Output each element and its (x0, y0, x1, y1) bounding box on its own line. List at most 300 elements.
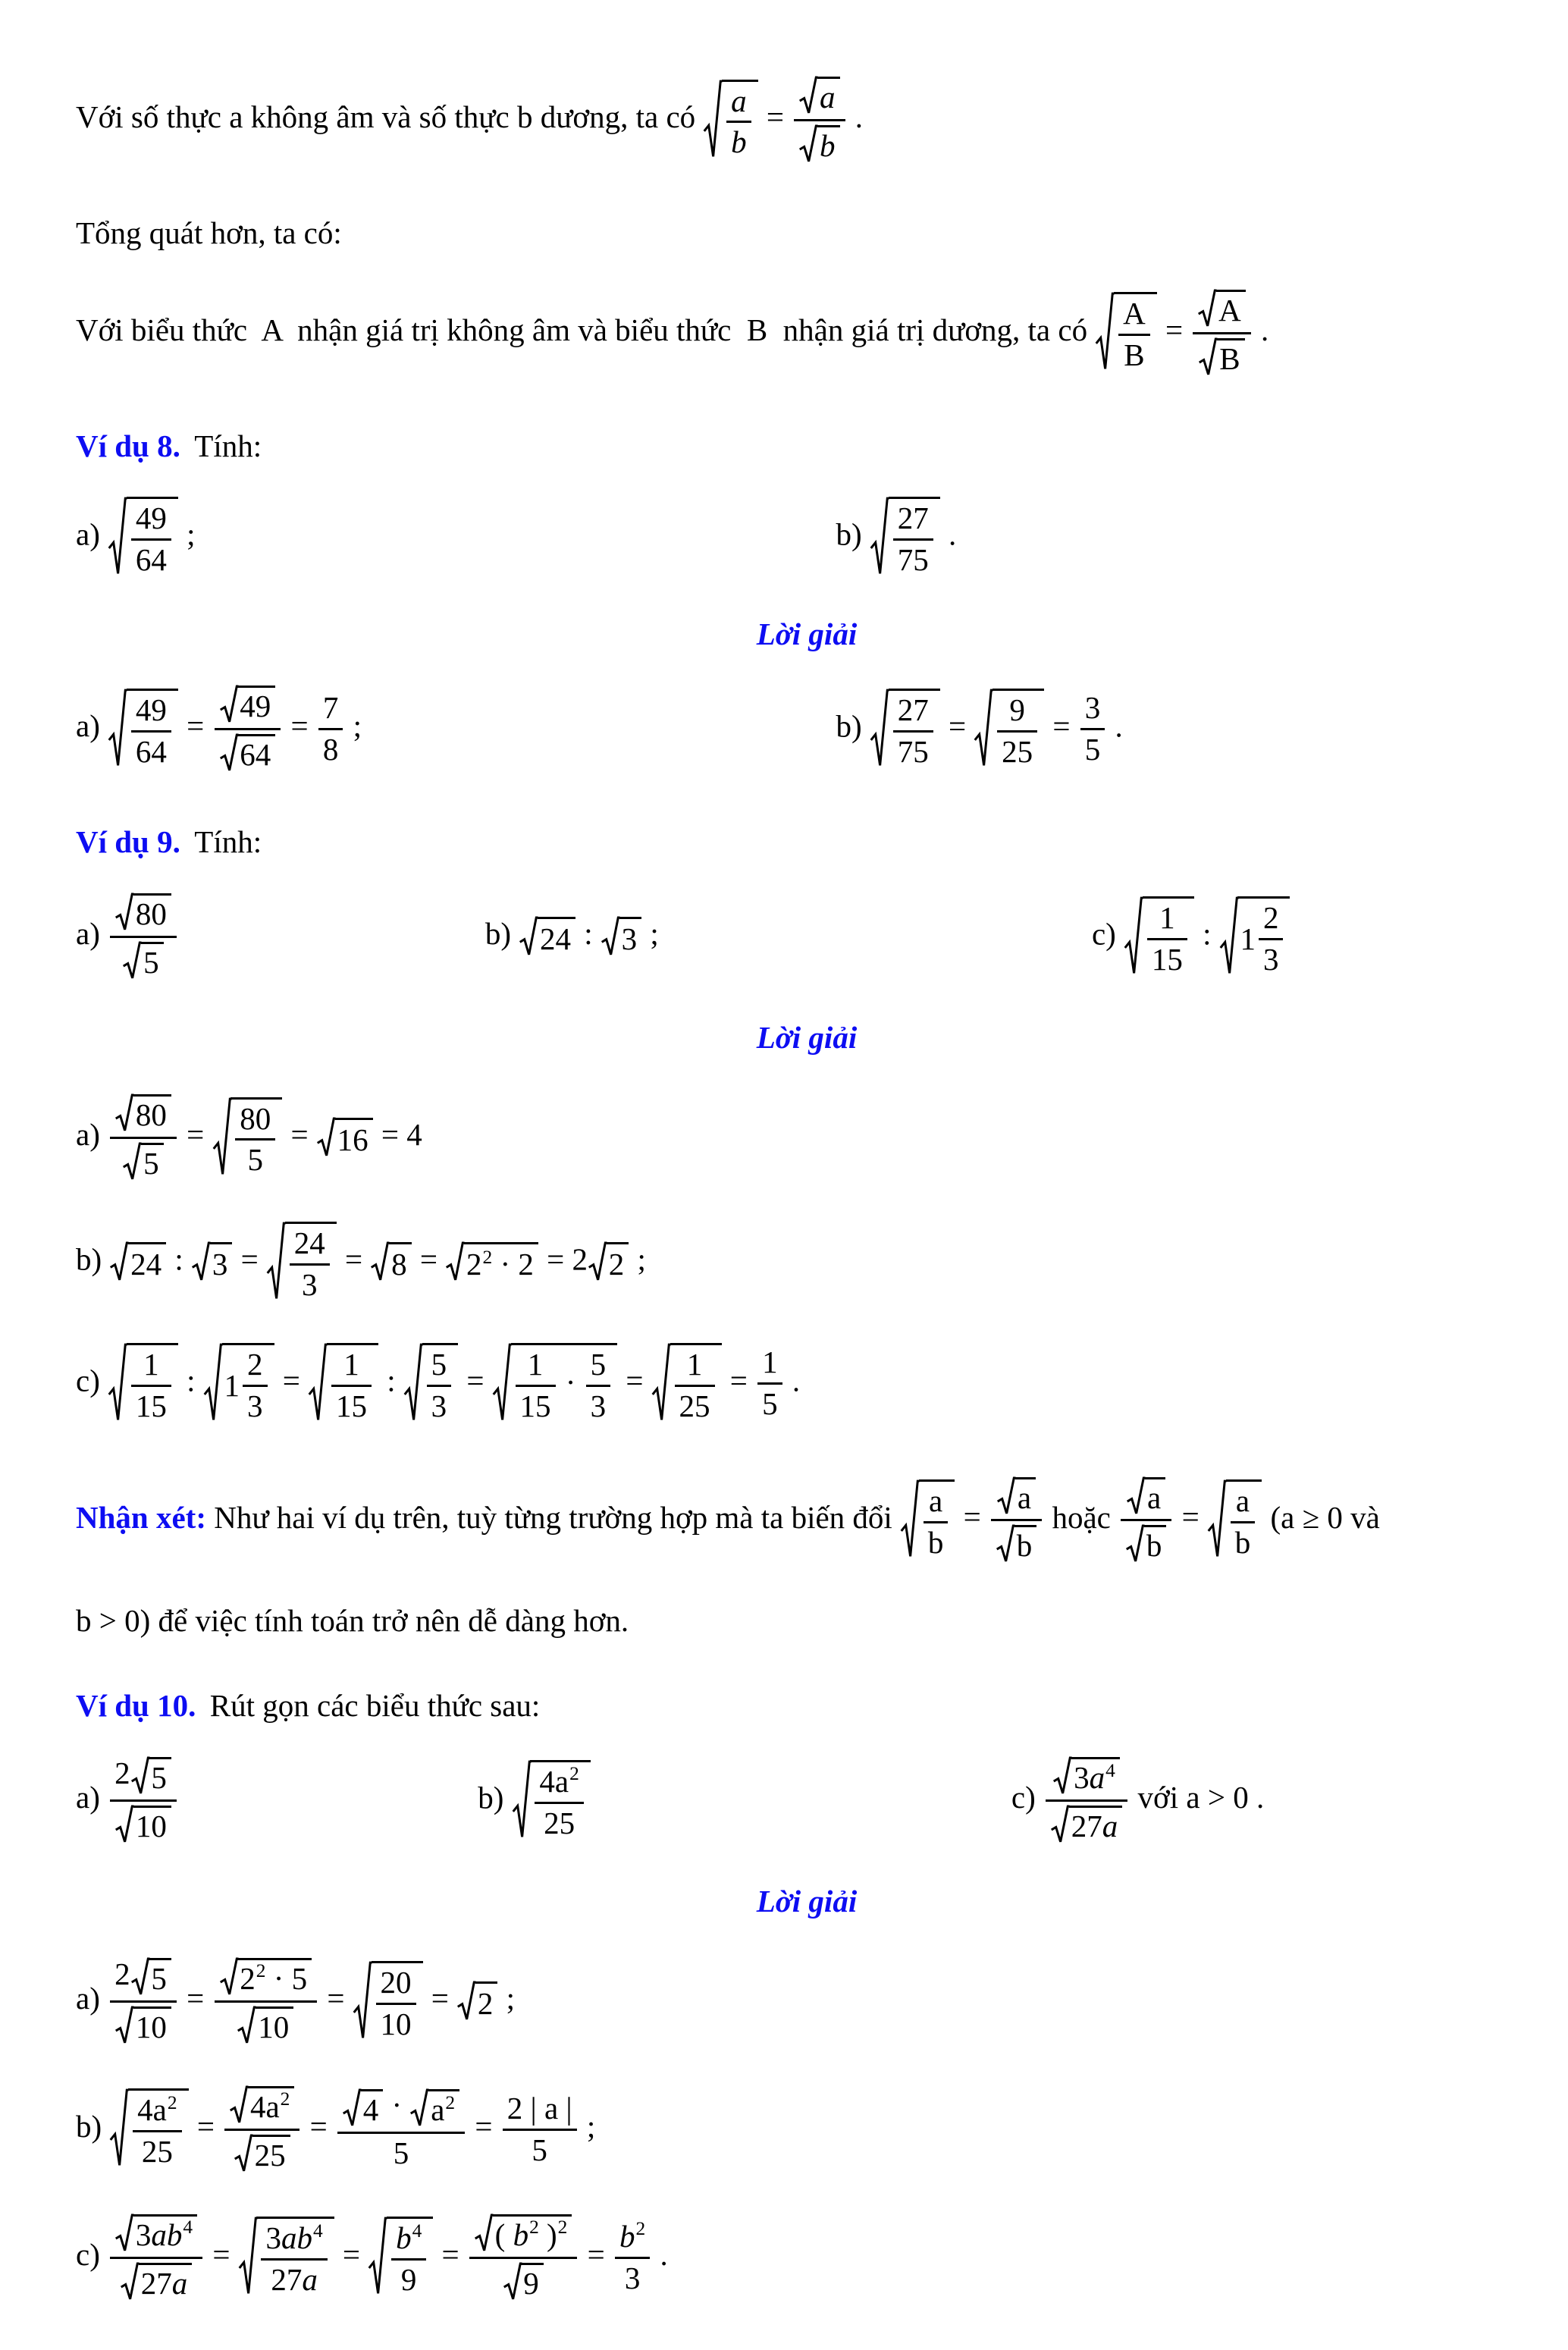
radicand (372, 1961, 423, 2043)
math-sqrt (115, 1806, 171, 1844)
radical-sign-icon (220, 734, 238, 773)
radicand (1114, 292, 1157, 374)
solution-heading-1: Lời giải (756, 617, 858, 652)
math-superscript: 2 (557, 2217, 568, 2238)
math-sqrt (353, 1961, 423, 2043)
math-fraction (1121, 1475, 1171, 1567)
math-sqrt (799, 125, 839, 164)
radical-sign-icon (1051, 1806, 1069, 1844)
fraction-denominator: 15 (331, 1385, 372, 1425)
radicand (817, 77, 840, 115)
radical-sign-icon (115, 893, 133, 932)
math-variable: a (1089, 1760, 1105, 1796)
math-sqrt (108, 689, 178, 770)
math-fraction (586, 1347, 611, 1425)
radicand (722, 80, 758, 162)
fraction-denominator: 3 (427, 1385, 452, 1425)
fraction-numerator: 1 (1159, 899, 1175, 935)
radicand: 10 (256, 2006, 293, 2045)
radicand: 27a (139, 2263, 193, 2301)
fraction-numerator: 3 (1084, 690, 1101, 726)
math-fraction (1118, 296, 1150, 374)
fraction-denominator (991, 1519, 1042, 1566)
math-sqrt (1051, 1806, 1122, 1844)
fraction-numerator: 80 (240, 1100, 271, 1136)
example10-problem-a: a) 2 5 10 (76, 1755, 478, 1846)
radicand: 80 (133, 893, 171, 932)
mixed-whole-part: 1 (1240, 921, 1256, 957)
fraction-denominator: 5 (235, 1138, 275, 1178)
math-sqrt (1124, 896, 1194, 978)
math-variable: b (513, 2217, 529, 2252)
math-sqrt (974, 689, 1044, 770)
radicand: $3a^4$ (1071, 1757, 1120, 1796)
radicand: 3 (210, 1242, 233, 1282)
example8-problems-row (76, 495, 1538, 580)
radicand: $a^2$ (428, 2089, 459, 2128)
example10-task: Rút gọn các biểu thức sau: (209, 1688, 541, 1724)
radical-sign-icon (457, 1981, 475, 2022)
solution-heading-2: Lời giải (756, 1020, 858, 1056)
math-sqrt (704, 80, 757, 162)
math-superscript: 2 (256, 1960, 266, 1982)
math-sqrt (108, 1343, 178, 1425)
fraction-numerator: $4a^2$ (137, 2091, 177, 2128)
math-superscript: 2 (482, 1246, 493, 1268)
radicand (919, 1479, 955, 1561)
math-fraction (1193, 287, 1250, 379)
radicand: 2 (607, 1242, 629, 1282)
radical-sign-icon (1126, 1525, 1144, 1564)
math-fraction (991, 1475, 1042, 1567)
example9-problem-c: c) $\frac{1}{15}$ : 1 $\frac{2}{3}$ (1092, 895, 1291, 980)
solution-heading-3: Lời giải (756, 1884, 858, 1919)
fraction-denominator (1193, 332, 1250, 379)
fraction-denominator: 3 (1259, 938, 1284, 978)
radical-sign-icon (108, 1343, 127, 1425)
fraction-numerator: 1 (686, 1346, 703, 1382)
radical-sign-icon (1220, 896, 1238, 978)
radicand (256, 2217, 334, 2298)
fraction-numerator: a (1235, 1483, 1250, 1518)
math-sqrt (220, 686, 276, 724)
remark-paragraph (76, 1475, 1538, 1567)
radical-sign-icon (996, 1525, 1014, 1564)
math-fraction (757, 1344, 782, 1423)
remark-text-4: b > 0) để việc tính toán trở nên dễ dàng hơn. (76, 1603, 629, 1639)
math-sqrt (230, 2086, 294, 2125)
math-sqrt (1127, 1477, 1165, 1516)
radicand: 64 (237, 734, 275, 773)
math-mixed-number (224, 1347, 270, 1425)
math-fraction (110, 1956, 177, 2047)
math-sqrt (115, 2214, 197, 2253)
math-fraction (318, 690, 343, 768)
math-fraction (110, 891, 177, 983)
example10-problems-row (76, 1755, 1538, 1846)
math-sqrt (220, 1958, 312, 1997)
fraction-denominator: 25 (997, 730, 1037, 770)
radicand: b (1144, 1525, 1167, 1564)
radicand: 16 (335, 1118, 373, 1158)
radicand: 24 (538, 917, 575, 957)
radical-sign-icon (493, 1343, 511, 1425)
math-fraction (427, 1347, 452, 1425)
radicand (1237, 896, 1290, 978)
fraction-numerator: 49 (135, 500, 167, 535)
math-superscript: 2 (445, 2091, 456, 2113)
math-sqrt (234, 2135, 290, 2173)
radical-sign-icon (997, 1477, 1015, 1516)
math-sqrt (371, 1242, 411, 1282)
math-sqrt (121, 2263, 192, 2301)
radical-sign-icon (121, 2263, 139, 2301)
fraction-denominator (110, 2000, 177, 2047)
radicand (889, 689, 940, 770)
radical-sign-icon (115, 2214, 133, 2253)
radicand: 24 (128, 1242, 166, 1282)
radical-sign-icon (192, 1242, 210, 1282)
fraction-numerator: 9 (1009, 692, 1025, 727)
math-fraction (893, 500, 933, 579)
math-mixed-number (1240, 900, 1285, 978)
radicand: b (1014, 1525, 1037, 1564)
math-fraction (133, 2092, 181, 2170)
radicand (817, 125, 840, 164)
math-sqrt (237, 2006, 293, 2045)
fraction-denominator: 3 (243, 1385, 268, 1425)
radicand: 49 (237, 686, 275, 724)
fraction-numerator: $4a^2$ (539, 1763, 579, 1799)
math-sqrt (115, 893, 171, 932)
fraction-denominator: 15 (131, 1385, 171, 1425)
radical-sign-icon (901, 1479, 919, 1561)
radicand: $2^2 \cdot 5$ (237, 1958, 312, 1997)
radicand (1143, 896, 1194, 978)
fraction-numerator (615, 2219, 650, 2257)
math-variable: a (151, 2217, 167, 2252)
radical-sign-icon (446, 1242, 464, 1282)
fraction-numerator (991, 1475, 1042, 1520)
intro-1-formula: $\frac{a}{b}$ = $\frac{a}{b}$ . (703, 99, 863, 134)
fraction-denominator: 27a (261, 2258, 327, 2298)
example9-heading (76, 824, 1538, 860)
radical-sign-icon (230, 2086, 248, 2125)
math-fraction (1259, 900, 1284, 978)
math-superscript: 2 (280, 2088, 290, 2110)
math-sqrt (131, 1958, 171, 1997)
fraction-numerator: $3ab^4$ (265, 2220, 323, 2256)
math-fraction (1231, 1483, 1256, 1561)
math-sqrt (110, 2088, 188, 2170)
math-sqrt (519, 917, 575, 957)
math-sqrt (309, 1343, 378, 1425)
math-fraction (131, 500, 171, 579)
math-sqrt (503, 2263, 544, 2301)
radical-sign-icon (799, 125, 817, 164)
fraction-numerator: 1 (762, 1344, 778, 1380)
math-sqrt (870, 689, 940, 770)
radicand (1226, 1479, 1262, 1561)
math-fraction (224, 2084, 299, 2176)
math-sqrt (601, 917, 641, 957)
math-fraction (893, 692, 933, 770)
math-variable: a (731, 83, 747, 118)
fraction-numerator (1046, 1755, 1127, 1799)
fraction-denominator (469, 2257, 577, 2304)
fraction-numerator: 1 (527, 1346, 544, 1382)
radicand: a (1145, 1477, 1165, 1516)
fraction-numerator: 5 (431, 1346, 447, 1382)
math-sqrt (343, 2089, 383, 2128)
math-fraction (675, 1347, 715, 1425)
example9-problem-a: a) $\frac{80}{5}$ (76, 891, 485, 983)
example9-solution-b: b) 24 : 3 = $\frac{24}{3}$ = 8 = $2^2 \cdot 2$ = 2 2 ; (76, 1220, 1538, 1305)
remark-text-2: hoặc (1044, 1499, 1119, 1535)
math-sqrt (457, 1981, 497, 2022)
math-sqrt (123, 942, 163, 980)
fraction-denominator (1121, 1519, 1171, 1566)
fraction-numerator: 2 5 (110, 1755, 177, 1799)
fraction-numerator: 27 (897, 500, 929, 535)
fraction-numerator (215, 1956, 318, 2000)
math-sqrt (1220, 896, 1290, 978)
math-fraction (1046, 1755, 1127, 1846)
fraction-denominator: 15 (1147, 938, 1187, 978)
radicand (222, 1343, 274, 1425)
radicand: $4a^2$ (248, 2086, 294, 2125)
fraction-denominator (215, 728, 281, 775)
radicand: 2 (475, 1981, 498, 2022)
fraction-denominator: 75 (893, 538, 933, 579)
fraction-denominator: b (1231, 1521, 1256, 1561)
math-variable: b (820, 127, 836, 163)
math-sqrt (513, 1760, 591, 1842)
math-superscript: 2 (635, 2218, 646, 2239)
math-superscript: 4 (412, 2220, 422, 2242)
radical-sign-icon (588, 1242, 607, 1282)
radicand: $\frac{1}{15}$ · $\frac{5}{3}$ (511, 1343, 618, 1425)
radical-sign-icon (110, 2088, 128, 2170)
fraction-numerator (1193, 287, 1250, 332)
radical-sign-icon (799, 77, 817, 115)
math-variable: a (281, 2220, 297, 2256)
example10-problem-c: c) $\frac{3a^4}{27a}$ với a > 0 . (1011, 1755, 1264, 1846)
intro-paragraph-1 (76, 74, 1538, 166)
fraction-numerator: A (1123, 296, 1146, 331)
math-fraction (516, 1347, 556, 1425)
fraction-denominator: 25 (133, 2130, 181, 2170)
fraction-denominator: 5 (503, 2129, 577, 2169)
example8-problem-b: b) $\frac{27}{75}$ . (836, 495, 957, 580)
math-sqrt (368, 2217, 433, 2298)
fraction-denominator (215, 2000, 318, 2047)
math-sqrt (317, 1118, 373, 1158)
remark-label: Nhận xét: (76, 1499, 206, 1535)
example9-solution-c: c) $\frac{1}{15}$ : 1 $\frac{2}{3}$ = $\frac{1}{15}$ : $\frac{5}{3}$ = $\frac{1}{15}$ · $\frac{5}{3}$ = $\frac{1}{25}$ = $\frac{1}{5}$ . (76, 1341, 1538, 1426)
math-fraction (1080, 690, 1105, 768)
radical-sign-icon (870, 497, 889, 579)
math-variable: a (302, 2262, 318, 2298)
math-fraction (535, 1764, 583, 1842)
radical-sign-icon (870, 689, 889, 770)
math-fraction (469, 2212, 577, 2304)
example10-problem-b: b) $\frac{4a^2}{25}$ (478, 1759, 1011, 1843)
radicand (889, 497, 940, 579)
math-sqrt (213, 1097, 283, 1179)
radical-sign-icon (1198, 290, 1216, 328)
fraction-numerator: 24 (293, 1225, 325, 1260)
fraction-denominator: 25 (535, 1802, 583, 1842)
math-sqrt (1096, 292, 1156, 374)
intro-paragraph-2 (76, 215, 1538, 251)
math-fraction (215, 683, 281, 775)
example10-solution-a: a) 2 5 10 = $\frac{2^2 \cdot 5}{10}$ = $\frac{20}{10}$ = 2 ; (76, 1956, 1538, 2047)
intro-3-text: Với biểu thức A nhận giá trị không âm và biểu thức B nhận giá trị dương, ta có (76, 312, 1096, 347)
math-superscript: 4 (312, 2220, 323, 2242)
math-sqrt (996, 1525, 1036, 1564)
math-fraction (503, 2091, 577, 2169)
math-sqrt (1126, 1525, 1166, 1564)
radical-sign-icon (1096, 292, 1114, 374)
radicand: 10 (133, 1806, 171, 1844)
radicand: 4 (361, 2089, 384, 2128)
radical-sign-icon (220, 686, 238, 724)
fraction-numerator: 1 (143, 1346, 159, 1382)
math-superscript: 2 (167, 2091, 177, 2113)
fraction-numerator: 27 (897, 692, 929, 727)
radical-sign-icon (410, 2089, 428, 2128)
math-superscript: 4 (1105, 1759, 1115, 1781)
radical-sign-icon (131, 1757, 149, 1796)
math-sqrt (204, 1343, 274, 1425)
math-sqrt (901, 1479, 955, 1561)
radical-sign-icon (513, 1760, 531, 1842)
math-sqrt (1198, 290, 1245, 328)
math-fraction (215, 1956, 318, 2047)
math-fraction (376, 1965, 416, 2043)
math-fraction (110, 2212, 202, 2304)
radical-sign-icon (353, 1961, 372, 2043)
radicand: $3ab^4$ (133, 2214, 197, 2253)
fraction-numerator (391, 2220, 426, 2258)
fraction-numerator (726, 83, 751, 121)
radicand (670, 1343, 722, 1425)
fraction-numerator: 5 (590, 1346, 607, 1382)
radical-sign-icon (1208, 1479, 1226, 1561)
math-superscript: 4 (183, 2217, 193, 2238)
math-fraction (110, 1092, 177, 1184)
radical-sign-icon (404, 1343, 422, 1425)
math-fraction (997, 692, 1037, 770)
math-fraction (243, 1347, 268, 1425)
fraction-denominator: 5 (337, 2132, 465, 2172)
math-sqrt (446, 1242, 538, 1282)
math-fraction (331, 1347, 372, 1425)
radical-sign-icon (239, 2217, 257, 2298)
mixed-whole-part: 1 (224, 1368, 240, 1404)
math-fraction (726, 83, 751, 162)
fraction-denominator: 15 (516, 1385, 556, 1425)
radicand (127, 1343, 178, 1425)
fraction-denominator (110, 2257, 202, 2304)
radical-sign-icon (108, 497, 127, 579)
fraction-numerator: 4 · $a^2$ (337, 2087, 465, 2132)
example9-problem-b: b) 24 : 3 ; (485, 916, 659, 957)
fraction-denominator (110, 1137, 177, 1184)
example8-solution-b: b) $\frac{27}{75}$ = $\frac{9}{25}$ = $\frac{3}{5}$ . (836, 687, 1123, 772)
remark-text-1: Như hai ví dụ trên, tuỳ từng trường hợp mà ta biến đổi (205, 1499, 901, 1535)
math-fraction (235, 1101, 275, 1179)
math-fraction (924, 1483, 949, 1561)
radicand: ( $b^2$ )$^2$ (493, 2214, 572, 2253)
math-fraction (110, 1755, 177, 1846)
remark-text-3: (a ≥ 0 và (1262, 1499, 1380, 1535)
intro-1-text: Với số thực a không âm và số thực b dương, ta có (76, 99, 704, 134)
math-sqrt (1053, 1757, 1119, 1796)
math-sqrt (1199, 338, 1244, 377)
remark-formula-2: $\frac{a}{b}$ = $\frac{a}{b}$ (1118, 1499, 1262, 1534)
math-fraction (337, 2087, 465, 2172)
fraction-numerator (224, 2084, 299, 2129)
radical-sign-icon (475, 2214, 493, 2253)
radicand (993, 689, 1044, 770)
radicand (422, 1343, 459, 1425)
radical-sign-icon (1199, 338, 1217, 377)
radical-sign-icon (123, 1143, 141, 1181)
math-sqrt (239, 2217, 334, 2298)
radicand: 80 (133, 1094, 171, 1133)
fraction-numerator: 2 (1262, 899, 1279, 935)
radical-sign-icon (234, 2135, 252, 2173)
radical-sign-icon (317, 1118, 335, 1158)
math-variable: a (820, 80, 836, 115)
example9-solution-a: a) $\frac{80}{5}$ = $\frac{80}{5}$ = 16 = 4 (76, 1092, 1538, 1184)
fraction-numerator (110, 1092, 177, 1137)
fraction-denominator: 10 (376, 2003, 416, 2043)
radical-sign-icon (368, 2217, 387, 2298)
math-sqrt (1208, 1479, 1262, 1561)
math-fraction (131, 692, 171, 770)
intro-2-text: Tổng quát hơn, ta có: (76, 215, 342, 250)
radicand: 25 (252, 2135, 290, 2173)
radicand: a (1015, 1477, 1036, 1516)
radical-sign-icon (237, 2006, 256, 2045)
math-variable: b (731, 124, 747, 160)
example10-title: Ví dụ 10. (76, 1688, 196, 1724)
fraction-denominator: 3 (290, 1263, 330, 1304)
radical-sign-icon (704, 80, 722, 162)
math-variable: b (619, 2218, 635, 2254)
math-fraction (391, 2220, 426, 2298)
fraction-numerator: 1 (343, 1346, 359, 1382)
radical-sign-icon (108, 689, 127, 770)
math-fraction (615, 2219, 650, 2297)
math-sqrt (588, 1242, 629, 1282)
example10-solution-c: c) $\frac{3ab^4}{27a}$ = $\frac{3ab^4}{27a}$ = $\frac{b^4}{9}$ = $\frac{( b^2 )^2}{9}$ = $\frac{b^2}{3}$ . (76, 2212, 1538, 2304)
radicand: B (1217, 338, 1244, 377)
fraction-denominator: 5 (1080, 728, 1105, 768)
fraction-denominator: 3 (615, 2257, 650, 2297)
radical-sign-icon (503, 2263, 522, 2301)
radical-sign-icon (115, 1806, 133, 1844)
fraction-numerator (469, 2212, 577, 2257)
math-fraction (131, 1347, 171, 1425)
fraction-numerator: 2 5 (110, 1956, 177, 2000)
radicand: 5 (149, 1757, 171, 1796)
fraction-numerator (215, 683, 281, 728)
radical-sign-icon (309, 1343, 327, 1425)
